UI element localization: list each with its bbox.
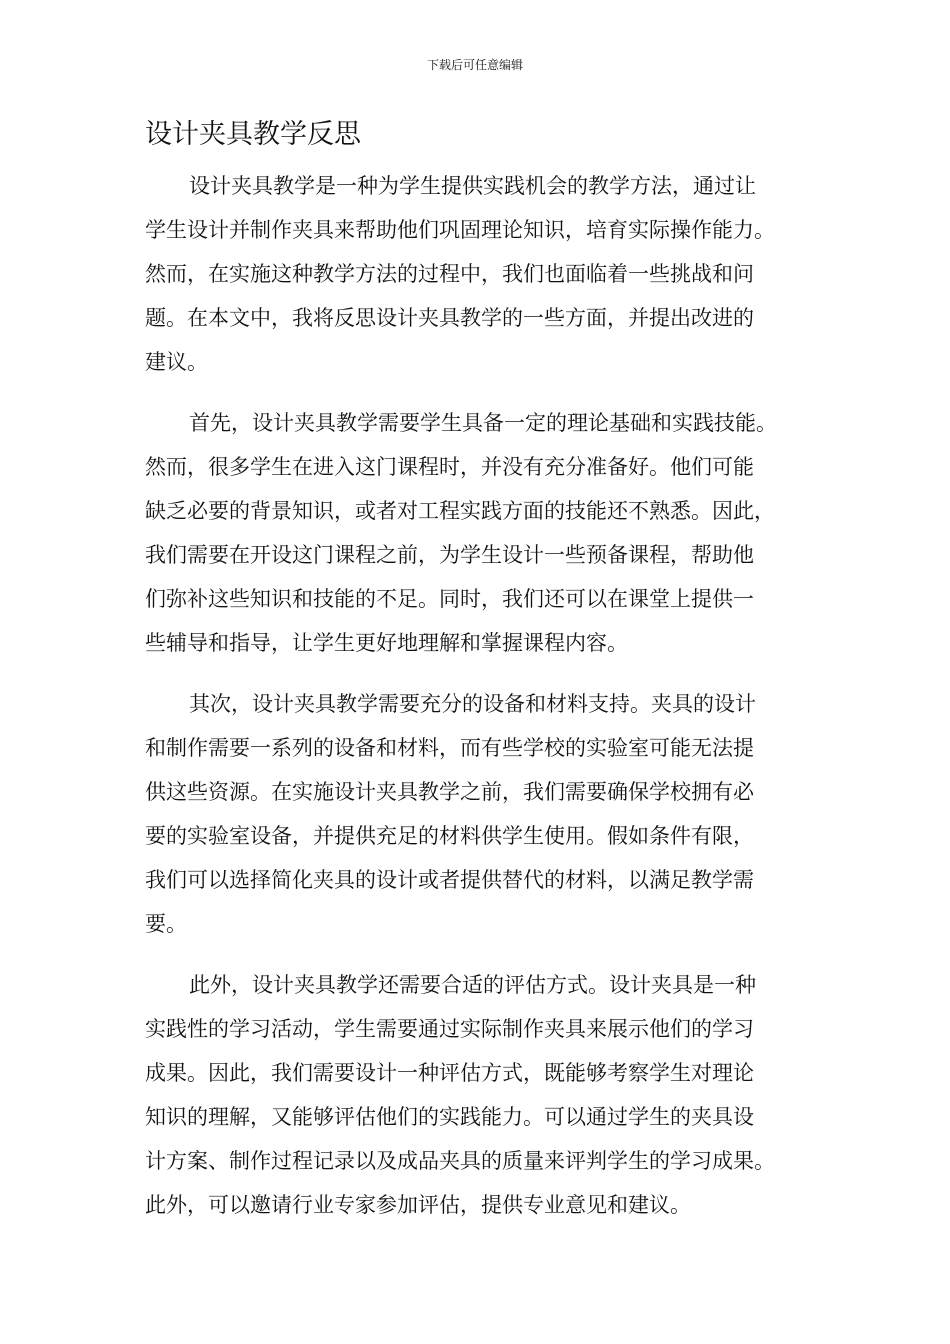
paragraph-line: 然而，在实施这种教学方法的过程中，我们也面临着一些挑战和问 xyxy=(145,262,754,286)
paragraph-line: 首先，设计夹具教学需要学生具备一定的理论基础和实践技能。 xyxy=(189,411,777,435)
paragraph-line: 计方案、制作过程记录以及成品夹具的质量来评判学生的学习成果。 xyxy=(145,1149,775,1173)
document-body xyxy=(145,164,810,1244)
paragraph-line: 题。在本文中，我将反思设计夹具教学的一些方面，并提出改进的 xyxy=(145,306,754,330)
paragraph-line: 成果。因此，我们需要设计一种评估方式，既能够考察学生对理论 xyxy=(145,1061,754,1085)
paragraph-line: 知识的理解，又能够评估他们的实践能力。可以通过学生的夹具设 xyxy=(145,1105,754,1129)
paragraph-line: 其次，设计夹具教学需要充分的设备和材料支持。夹具的设计 xyxy=(189,692,756,716)
paragraph-line: 建议。 xyxy=(145,350,208,374)
paragraph-line: 些辅导和指导，让学生更好地理解和掌握课程内容。 xyxy=(145,631,628,655)
paragraph-line: 设计夹具教学是一种为学生提供实践机会的教学方法，通过让 xyxy=(189,174,756,198)
paragraph-line: 缺乏必要的背景知识，或者对工程实践方面的技能还不熟悉。因此， xyxy=(145,499,775,523)
paragraph-line: 和制作需要一系列的设备和材料，而有些学校的实验室可能无法提 xyxy=(145,736,754,760)
document-title: 设计夹具教学反思 xyxy=(145,119,361,150)
paragraph-line: 此外，可以邀请行业专家参加评估，提供专业意见和建议。 xyxy=(145,1193,691,1217)
paragraph-4 xyxy=(145,963,810,1227)
paragraph-line: 要的实验室设备，并提供充足的材料供学生使用。假如条件有限， xyxy=(145,824,754,848)
paragraph-line: 们弥补这些知识和技能的不足。同时，我们还可以在课堂上提供一 xyxy=(145,587,754,611)
paragraph-line: 实践性的学习活动，学生需要通过实际制作夹具来展示他们的学习 xyxy=(145,1017,754,1041)
paragraph-line: 此外，设计夹具教学还需要合适的评估方式。设计夹具是一种 xyxy=(189,973,756,997)
paragraph-line: 然而，很多学生在进入这门课程时，并没有充分准备好。他们可能 xyxy=(145,455,754,479)
paragraph-1 xyxy=(145,164,810,384)
paragraph-line: 我们可以选择简化夹具的设计或者提供替代的材料，以满足教学需 xyxy=(145,868,754,892)
paragraph-line: 学生设计并制作夹具来帮助他们巩固理论知识，培育实际操作能力。 xyxy=(145,218,775,242)
paragraph-line: 要。 xyxy=(145,912,187,936)
paragraph-line: 供这些资源。在实施设计夹具教学之前，我们需要确保学校拥有必 xyxy=(145,780,754,804)
header-note: 下载后可任意编辑 xyxy=(426,58,523,72)
paragraph-line: 我们需要在开设这门课程之前，为学生设计一些预备课程，帮助他 xyxy=(145,543,754,567)
paragraph-2 xyxy=(145,401,810,665)
paragraph-3 xyxy=(145,682,810,946)
